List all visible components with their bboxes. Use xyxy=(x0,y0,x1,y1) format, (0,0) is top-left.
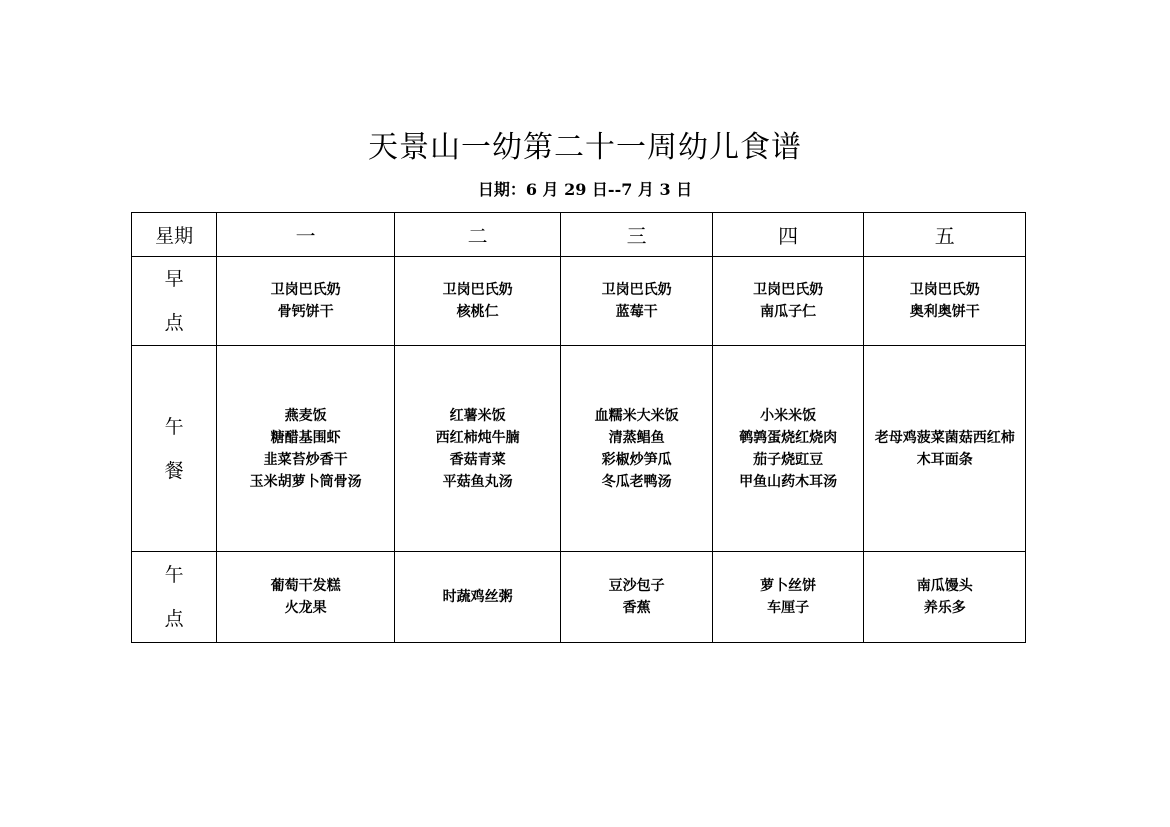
menu-item: 香菇青菜 xyxy=(449,451,506,468)
menu-item: 韭菜苔炒香干 xyxy=(263,451,348,468)
day-header-2: 二 xyxy=(394,213,561,257)
lunch-cell-day-4 xyxy=(712,346,864,552)
menu-item: 核桃仁 xyxy=(456,304,499,320)
menu-item: 香蕉 xyxy=(622,600,651,616)
menu-item: 萝卜丝饼 xyxy=(760,578,817,594)
breakfast-cell-day-2 xyxy=(394,257,561,346)
day-header-1: 一 xyxy=(217,213,395,257)
breakfast-cell-day-3 xyxy=(561,257,713,346)
menu-item: 平菇鱼丸汤 xyxy=(442,473,513,490)
lunch-cell-day-3 xyxy=(561,346,713,552)
menu-item: 奥利奥饼干 xyxy=(909,304,980,320)
snack-label xyxy=(132,552,217,643)
breakfast-cell-day-1 xyxy=(217,257,395,346)
menu-item: 甲鱼山药木耳汤 xyxy=(739,473,838,490)
snack-label-char: 午 xyxy=(164,564,184,586)
breakfast-label-char: 点 xyxy=(164,312,184,334)
breakfast-cell-day-4 xyxy=(712,257,864,346)
snack-label-char: 点 xyxy=(164,608,184,630)
menu-item: 卫岗巴氏奶 xyxy=(270,282,341,298)
breakfast-label-char: 早 xyxy=(164,268,184,290)
lunch-label-char: 午 xyxy=(164,415,184,438)
menu-item: 豆沙包子 xyxy=(608,578,665,594)
date-range: 日期：6 月 29 日--7 月 3 日 xyxy=(477,180,693,199)
menu-item: 南瓜馒头 xyxy=(916,578,973,594)
menu-item: 骨钙饼干 xyxy=(277,304,334,320)
lunch-cell-day-5 xyxy=(864,346,1026,552)
menu-item: 时蔬鸡丝粥 xyxy=(442,589,513,605)
menu-item: 糖醋基围虾 xyxy=(270,429,341,446)
menu-item: 燕麦饭 xyxy=(284,407,327,424)
snack-cell-day-4 xyxy=(712,552,864,643)
menu-item: 玉米胡萝卜筒骨汤 xyxy=(249,473,362,490)
menu-item: 老母鸡菠菜菌菇西红柿 xyxy=(874,429,1015,446)
menu-item: 南瓜子仁 xyxy=(760,304,817,320)
menu-item: 卫岗巴氏奶 xyxy=(753,282,824,298)
snack-cell-day-3 xyxy=(561,552,713,643)
breakfast-cell-day-5 xyxy=(864,257,1026,346)
menu-item: 红薯米饭 xyxy=(449,407,506,424)
day-header-5: 五 xyxy=(864,213,1026,257)
menu-item: 卫岗巴氏奶 xyxy=(909,282,980,298)
menu-item: 车厘子 xyxy=(767,600,810,616)
header-row xyxy=(132,213,1026,257)
menu-item: 葡萄干发糕 xyxy=(270,578,341,594)
page-title: 天景山一幼第二十一周幼儿食谱 xyxy=(368,130,802,165)
menu-item: 冬瓜老鸭汤 xyxy=(601,473,672,490)
lunch-row xyxy=(132,346,1026,552)
menu-item: 木耳面条 xyxy=(916,451,973,468)
snack-cell-day-1 xyxy=(217,552,395,643)
lunch-label-char: 餐 xyxy=(164,459,184,482)
menu-item: 卫岗巴氏奶 xyxy=(442,282,513,298)
menu-table xyxy=(131,212,1026,643)
lunch-cell-day-2 xyxy=(394,346,561,552)
menu-item: 蓝莓干 xyxy=(615,304,658,320)
menu-item: 卫岗巴氏奶 xyxy=(601,282,672,298)
lunch-label xyxy=(132,346,217,552)
day-header-3: 三 xyxy=(561,213,713,257)
menu-item: 火龙果 xyxy=(284,600,327,616)
day-header-4: 四 xyxy=(712,213,864,257)
breakfast-row xyxy=(132,257,1026,346)
weekday-header-label: 星期 xyxy=(132,213,217,257)
menu-item: 鹌鹑蛋烧红烧肉 xyxy=(739,429,838,446)
menu-item: 茄子烧豇豆 xyxy=(753,451,824,468)
menu-item: 西红柿炖牛腩 xyxy=(435,429,520,446)
menu-item: 彩椒炒笋瓜 xyxy=(601,451,672,468)
menu-item: 血糯米大米饭 xyxy=(594,407,679,424)
menu-item: 清蒸鲳鱼 xyxy=(608,429,665,446)
snack-cell-day-5 xyxy=(864,552,1026,643)
menu-item: 养乐多 xyxy=(923,600,966,616)
menu-item: 小米米饭 xyxy=(760,407,817,424)
snack-row xyxy=(132,552,1026,643)
snack-cell-day-2 xyxy=(394,552,561,643)
breakfast-label xyxy=(132,257,217,346)
lunch-cell-day-1 xyxy=(217,346,395,552)
